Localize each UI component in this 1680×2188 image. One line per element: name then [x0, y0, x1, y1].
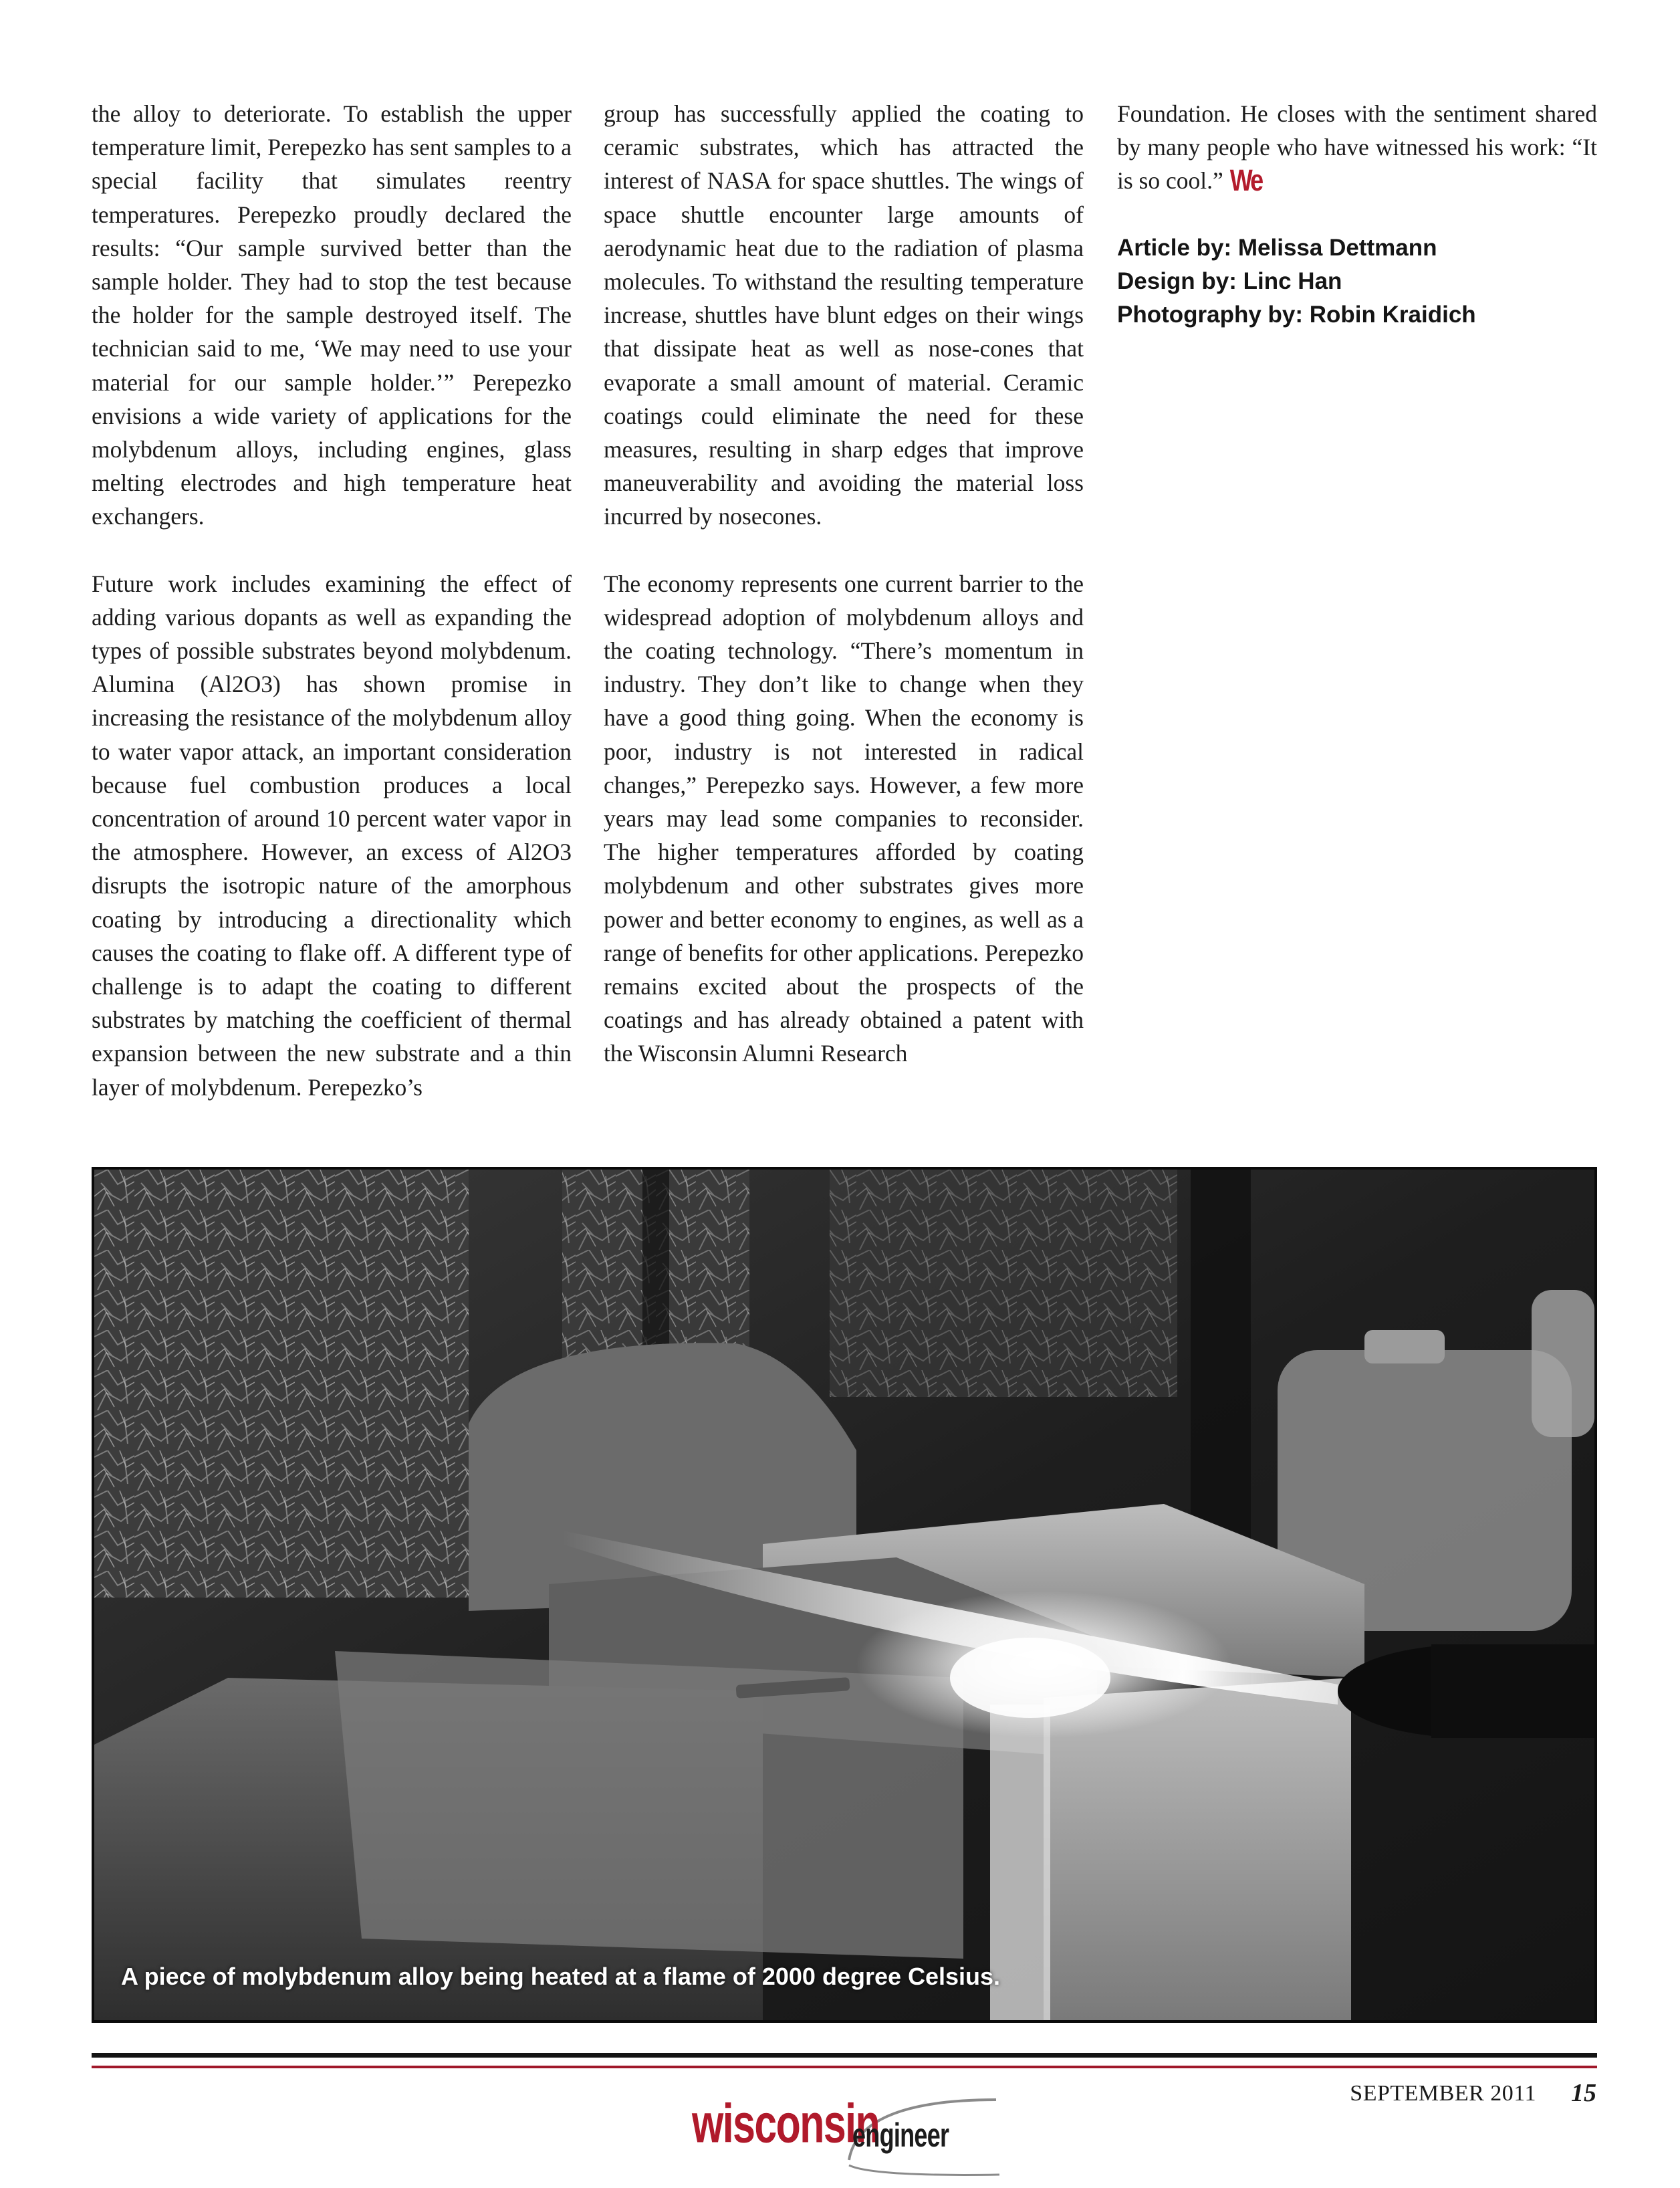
article-photo — [92, 1167, 1597, 2023]
credits-block — [1117, 231, 1597, 332]
article-column-2 — [604, 97, 1084, 1071]
end-mark-logo: We — [1229, 163, 1262, 198]
foil-right — [830, 1170, 1177, 1397]
article-column-1 — [92, 97, 572, 1104]
footer-rule-red — [92, 2066, 1597, 2068]
credit-article: Article by: Melissa Dettmann — [1117, 234, 1437, 261]
article-paragraph-closing — [1117, 97, 1597, 198]
photo-caption: A piece of molybdenum alloy being heated at a flame of 2000 degree Celsius. — [121, 1963, 1001, 1990]
flame-photo-illustration — [94, 1170, 1594, 2020]
footer-rule-black — [92, 2053, 1597, 2058]
page-number: 15 — [1571, 2079, 1596, 2107]
logo-word-engineer: engineer — [852, 2116, 949, 2154]
closing-text: Foundation. He closes with the sentiment shared by many people who have witnessed his work: “It is so cool.” — [1117, 100, 1597, 195]
article-paragraph: Future work includes examining the effect of adding various dopants as well as expanding the types of possible substrates beyond molybdenum. Alumina (Al2O3) has shown promise in increasing the resistance of the molybdenum alloy to water vapor attack, an important consideration because fuel combustion produces a local concentration of around 10 percent water vapor in the atmosphere. However, an excess of Al2O3 disrupts the isotropic nature of the amorphous coating by introducing a directionality which causes the coating to flake off. A different type of challenge is to adapt the coating to different substrates by matching the coefficient of thermal expansion between the new substrate and a thin layer of molybdenum. Perepezko’s — [92, 570, 572, 1101]
credit-photography: Photography by: Robin Kraidich — [1117, 301, 1476, 328]
credit-design: Design by: Linc Han — [1117, 267, 1342, 294]
logo-word-wisconsin: wisconsin — [692, 2092, 880, 2155]
foil-left — [94, 1170, 469, 1598]
article-paragraph: the alloy to deteriorate. To establish the upper temperature limit, Perepezko has sent samples to a special facility that simulates reentry temperatures. Perepezko proudly declared the results: “Our sample survived better than the sample holder. They had to stop the test because the holder for the sample destroyed itself. The technician said to me, ‘We may need to use your material for our sample holder.’” Perepezko envisions a wide variety of applications for the molybdenum alloys, including engines, glass melting electrodes and high temperature heat exchangers. — [92, 100, 572, 530]
article-column-3 — [1117, 97, 1597, 332]
footer-issue-date: SEPTEMBER 2011 — [1350, 2081, 1536, 2106]
article-paragraph: group has successfully applied the coating to ceramic substrates, which has attracted the interest of NASA for space shuttles. The wings of space shuttle encounter large amounts of aerodynamic heat due to the radiation of plasma molecules. To withstand the resulting temperature increase, shuttles have blunt edges on their wings that dissipate heat as well as nose-cones that evaporate a small amount of material. Ceramic coatings could eliminate the need for these measures, resulting in sharp edges that improve maneuverability and avoiding the material loss incurred by nosecones. — [604, 100, 1084, 530]
wisconsin-engineer-logo — [692, 2086, 1013, 2180]
article-paragraph: The economy represents one current barrier to the widespread adoption of molybdenum alloys and the coating technology. “There’s momentum in industry. They don’t like to change when they have a good thing going. When the economy is poor, industry is not interested in radical changes,” Perepezko says. However, a few more years may lead some companies to reconsider. The higher temperatures afforded by coating molybdenum and other substrates gives more power and better economy to engines, as well as a range of benefits for other applications. Perepezko remains excited about the prospects of the coatings and has already obtained a patent with the Wisconsin Alumni Research — [604, 570, 1084, 1067]
